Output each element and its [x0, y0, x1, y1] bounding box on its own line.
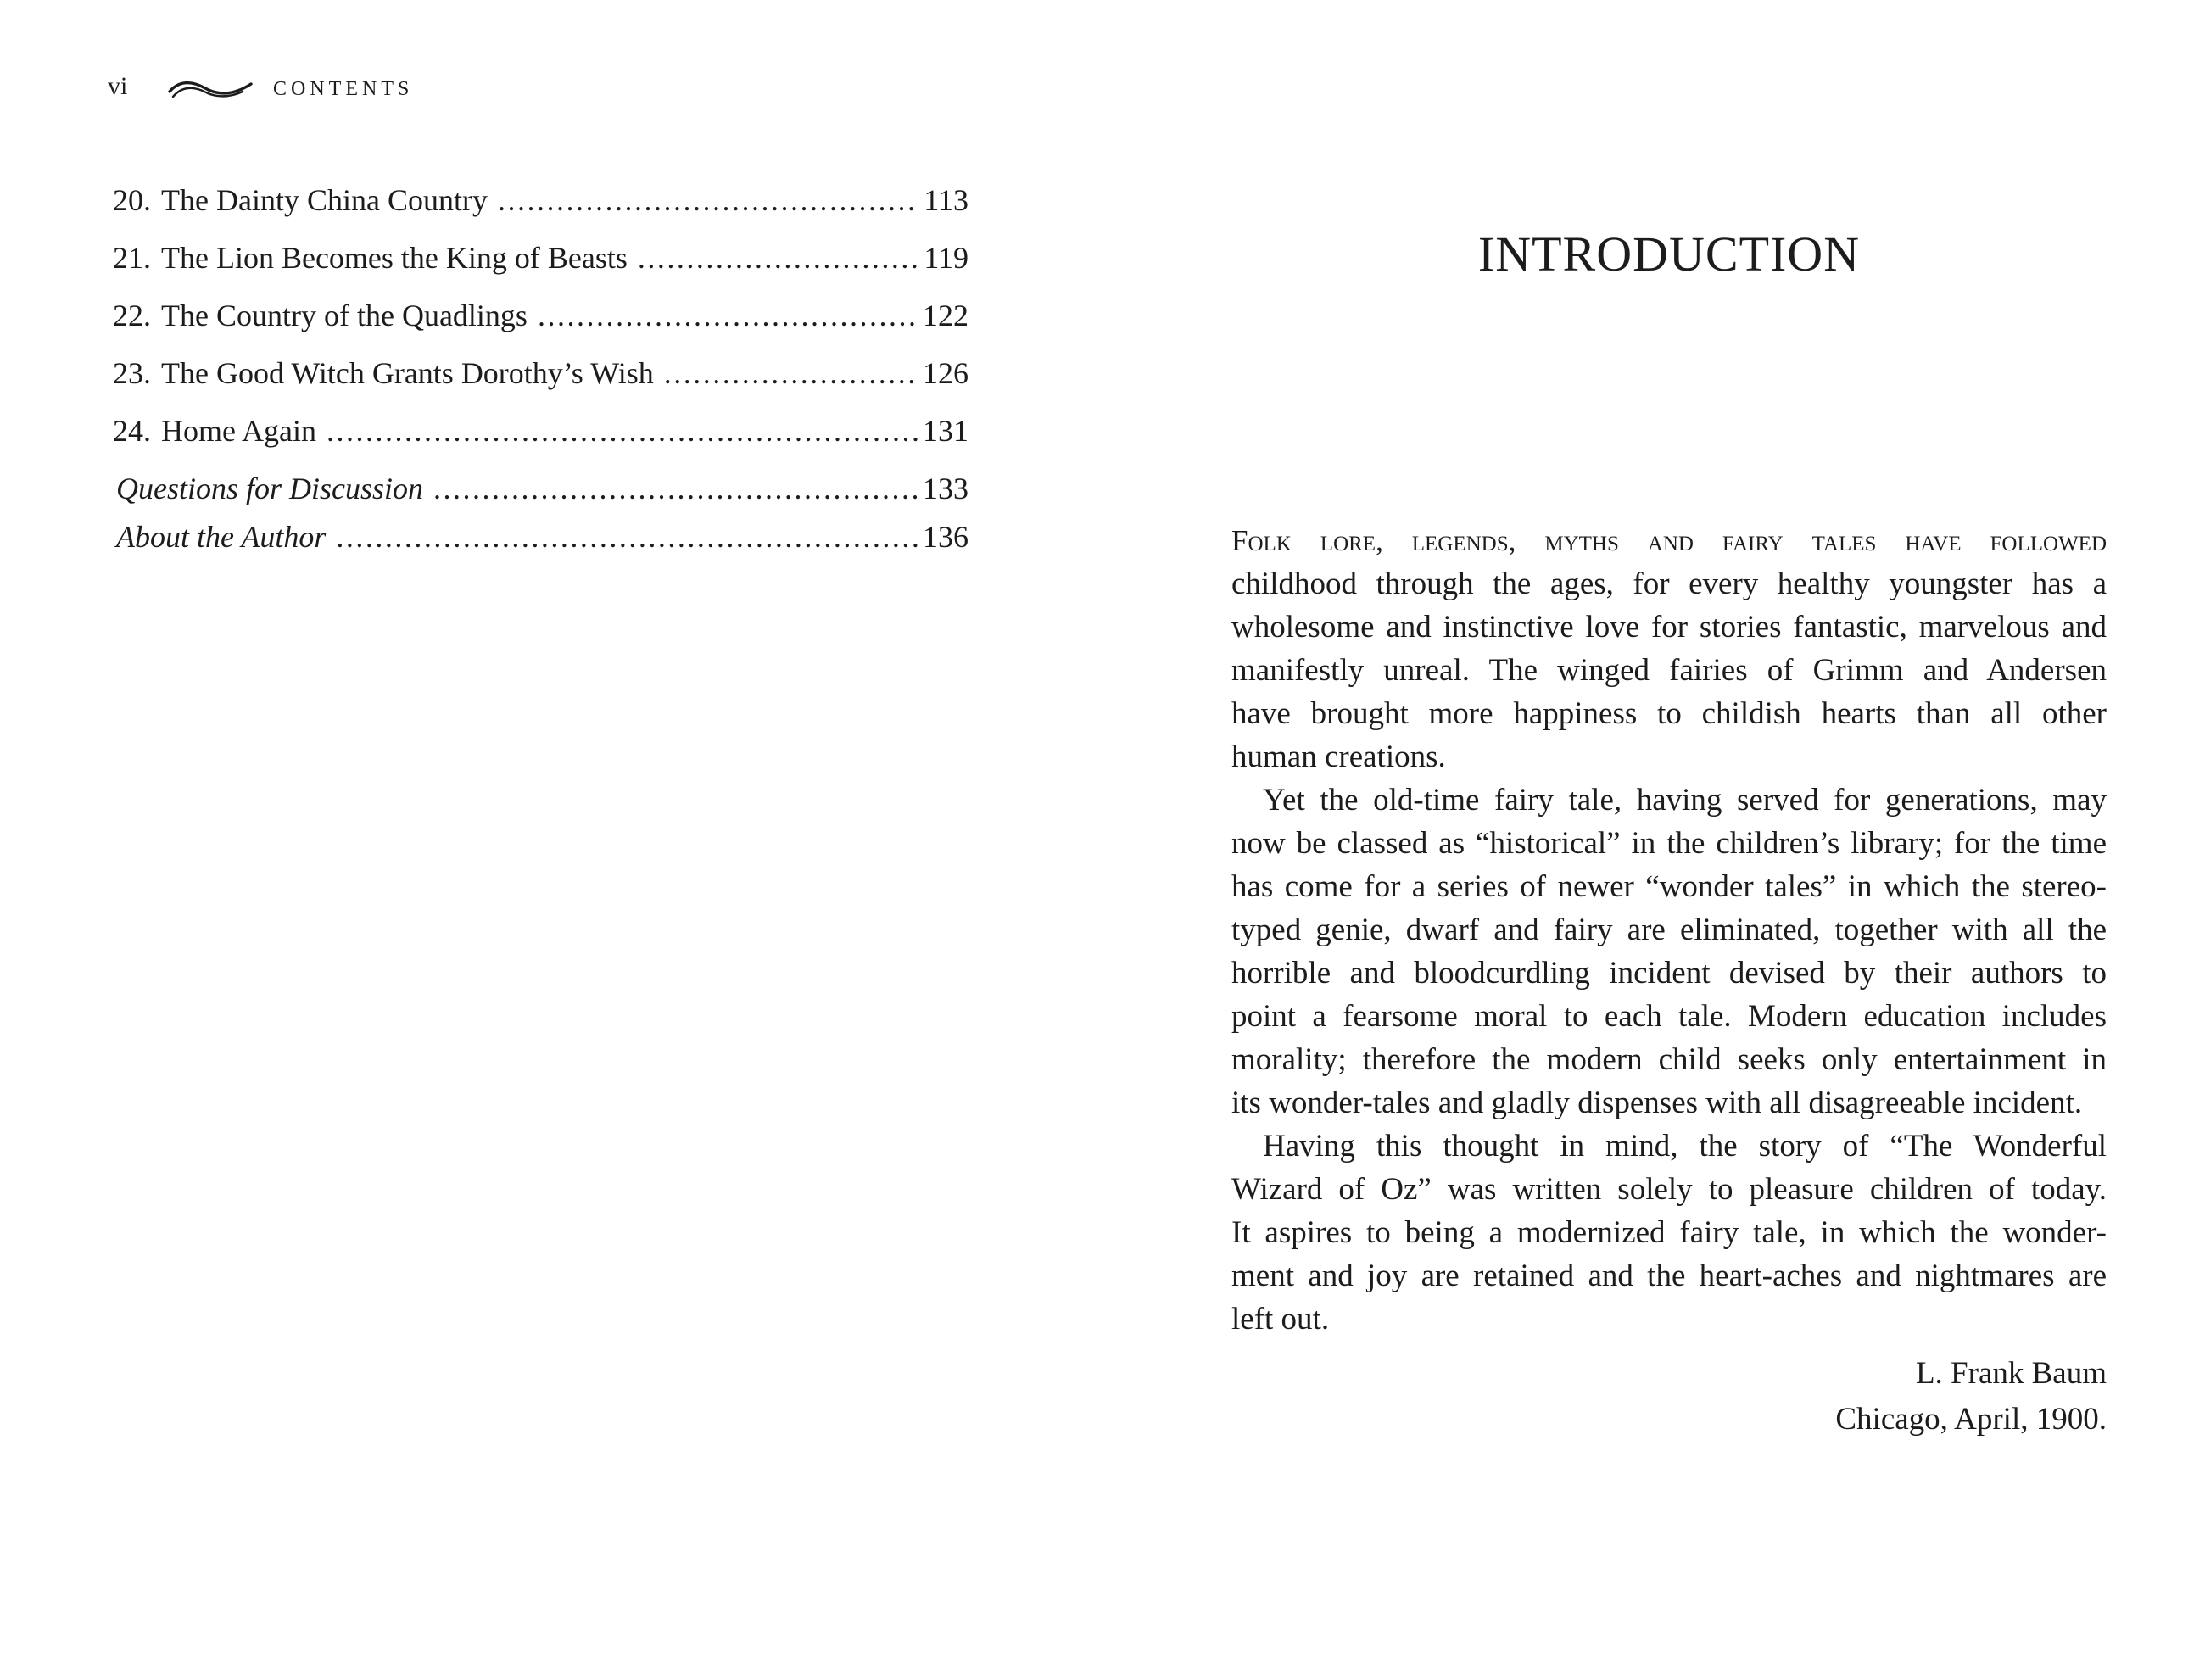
- text-line: wholesome and instinctive love for stories fantastic, marvelous and: [1231, 610, 2107, 645]
- text-line: ment and joy are retained and the heart-aches and nightmares are: [1231, 1259, 2107, 1293]
- toc-entry-page-number: 133: [923, 472, 969, 505]
- toc-entry-number: 20.: [113, 183, 151, 217]
- toc-entry-title: The Lion Becomes the King of Beasts: [161, 241, 628, 275]
- toc-entry-title: Home Again: [161, 414, 316, 448]
- toc-entry: [113, 414, 969, 448]
- introduction-text: [1231, 519, 2107, 1341]
- text-line: It aspires to being a modernized fairy tale, in which the wonder-: [1231, 1215, 2107, 1250]
- text-line: now be classed as “historical” in the children’s library; for the time: [1231, 826, 2107, 861]
- chapter-heading: INTRODUCTION: [1477, 226, 1861, 282]
- toc-entry-page-number: 122: [923, 299, 969, 332]
- folio-number: vi: [108, 72, 128, 100]
- toc-entry-number: 21.: [113, 241, 151, 275]
- toc-entry-number: 24.: [113, 414, 151, 448]
- toc-entry: [113, 356, 969, 390]
- toc-entry-number: 22.: [113, 299, 151, 332]
- dot-leader: [664, 356, 918, 390]
- dot-leader: [638, 241, 918, 275]
- text-line: Wizard of Oz” was written solely to pleasure children of today.: [1231, 1172, 2107, 1207]
- dot-leader: [433, 472, 918, 505]
- text-line: Yet the old-time fairy tale, having served for generations, may: [1263, 783, 2107, 818]
- table-of-contents: [113, 183, 969, 568]
- toc-entry-page-number: 136: [923, 520, 969, 554]
- text-line: left out.: [1231, 1302, 1330, 1337]
- toc-entry: [113, 472, 969, 505]
- toc-entry-title: Questions for Discussion: [116, 472, 424, 505]
- text-line: Folk lore, legends, myths and fairy tales have followed: [1231, 524, 2107, 557]
- text-line: typed genie, dwarf and fairy are eliminated, together with all the: [1231, 913, 2107, 947]
- toc-entry-title: The Dainty China Country: [161, 183, 488, 217]
- toc-entry-page-number: 131: [923, 414, 969, 448]
- toc-entry-page-number: 113: [924, 183, 969, 217]
- dot-leader: [327, 414, 918, 448]
- toc-entry: [113, 520, 969, 554]
- text-line: horrible and bloodcurdling incident devised by their authors to: [1231, 956, 2107, 991]
- text-line: point a fearsome moral to each tale. Modern education includes: [1231, 999, 2107, 1034]
- author-signature: [1231, 1351, 2107, 1443]
- signature-line: L. Frank Baum: [1915, 1356, 2107, 1391]
- dot-leader: [498, 183, 918, 217]
- text-line: Having this thought in mind, the story of “The Wonderful: [1263, 1129, 2107, 1164]
- text-line: its wonder-tales and gladly dispenses with all disagreeable incident.: [1231, 1086, 2083, 1120]
- toc-entry-page-number: 126: [923, 356, 969, 390]
- toc-entry-title: The Country of the Quadlings: [161, 299, 528, 332]
- text-line: manifestly unreal. The winged fairies of Grimm and Andersen: [1231, 653, 2107, 688]
- text-line: morality; therefore the modern child seeks only entertainment in: [1231, 1042, 2107, 1077]
- dot-leader: [538, 299, 918, 332]
- running-header: CONTENTS: [273, 78, 414, 100]
- text-line: has come for a series of newer “wonder tales” in which the stereo-: [1231, 869, 2107, 904]
- text-line: human creations.: [1231, 740, 1446, 774]
- signature-line: Chicago, April, 1900.: [1835, 1402, 2107, 1437]
- swash-ornament-icon: [166, 79, 255, 101]
- toc-entry: [113, 241, 969, 275]
- text-line: childhood through the ages, for every healthy youngster has a: [1231, 567, 2107, 601]
- dot-leader: [336, 520, 918, 554]
- toc-entry-title: About the Author: [116, 520, 327, 554]
- toc-entry-title: The Good Witch Grants Dorothy’s Wish: [161, 356, 654, 390]
- toc-entry: [113, 183, 969, 217]
- toc-entry-number: 23.: [113, 356, 151, 390]
- text-line: have brought more happiness to childish hearts than all other: [1231, 696, 2107, 731]
- toc-entry-page-number: 119: [924, 241, 969, 275]
- toc-entry: [113, 299, 969, 332]
